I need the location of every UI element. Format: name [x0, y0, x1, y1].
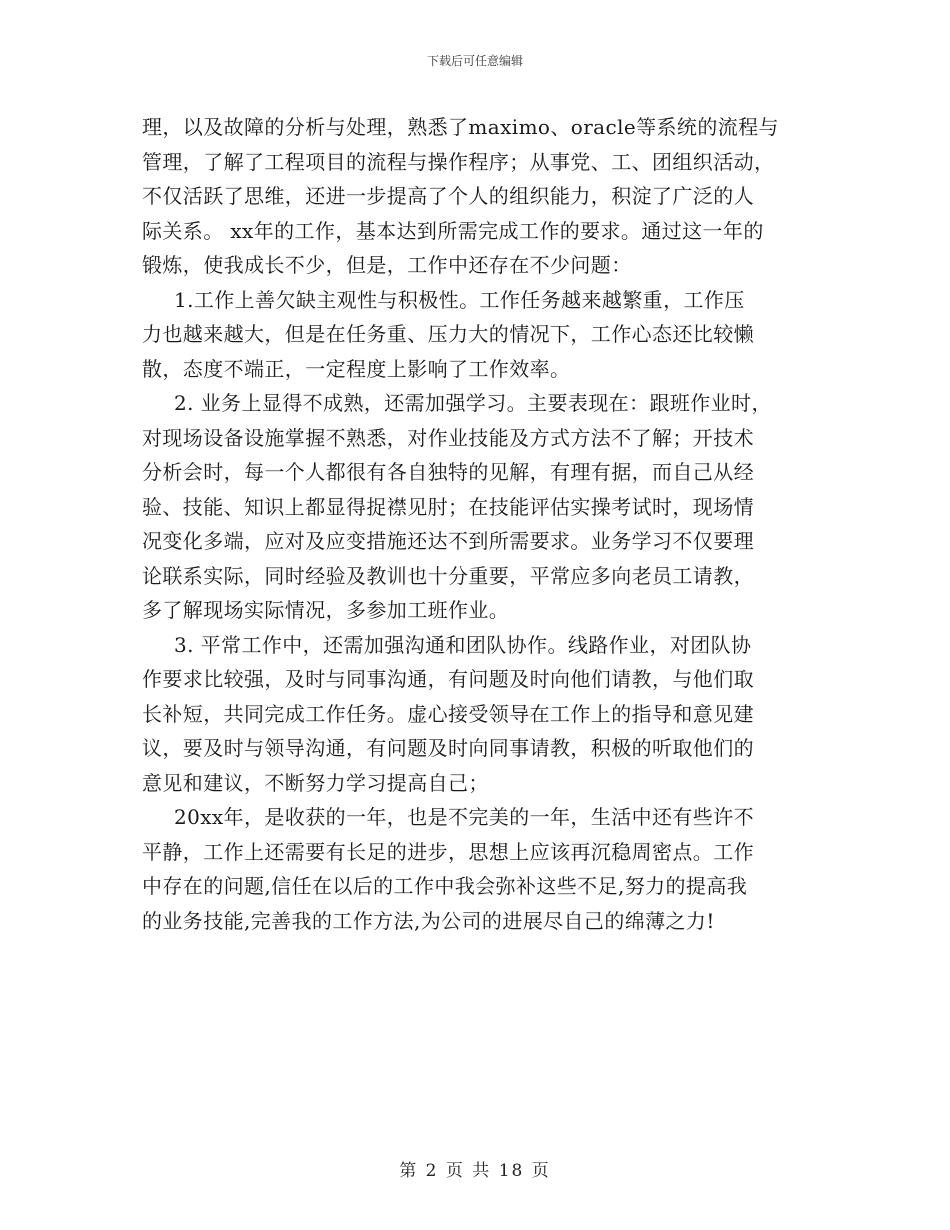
text-line: 2. 业务上显得不成熟，还需加强学习。主要表现在：跟班作业时， [174, 391, 772, 415]
text-line: 验、技能、知识上都显得捉襟见肘；在技能评估实操考试时，现场情 [142, 494, 754, 519]
text-line: 管理，了解了工程项目的流程与操作程序；从事党、工、团组织活动， [142, 149, 775, 174]
text-line: 意见和建议，不断努力学习提高自己； [142, 770, 489, 795]
text-line: 的业务技能,完善我的工作方法,为公司的进展尽自己的绵薄之力! [142, 908, 715, 933]
paragraph [142, 110, 832, 283]
text-line: 长补短，共同完成工作任务。虚心接受领导在工作上的指导和意见建 [142, 701, 754, 726]
page-footer: 第 2 页 共 18 页 [399, 1161, 551, 1181]
text-line: 不仅活跃了思维，还进一步提高了个人的组织能力，积淀了广泛的人 [142, 184, 754, 208]
text-line: 况变化多端，应对及应变措施还达不到所需要求。业务学习不仅要理 [142, 529, 754, 553]
paragraph [142, 283, 832, 387]
text-line: 锻炼，使我成长不少，但是，工作中还存在不少问题： [142, 253, 632, 277]
paragraph [142, 628, 832, 801]
paragraph [142, 386, 832, 628]
text-line: 对现场设备设施掌握不熟悉，对作业技能及方式方法不了解；开技术 [142, 425, 754, 450]
document-body [142, 110, 832, 938]
text-line: 散，态度不端正，一定程度上影响了工作效率。 [142, 356, 571, 381]
text-line: 作要求比较强，及时与同事沟通，有问题及时向他们请教，与他们取 [142, 667, 754, 691]
text-line: 理，以及故障的分析与处理，熟悉了maximo、oracle等系统的流程与 [142, 115, 779, 139]
text-line: 平静，工作上还需要有长足的进步，思想上应该再沉稳周密点。工作 [142, 839, 754, 864]
text-line: 际关系。 xx年的工作，基本达到所需完成工作的要求。通过这一年的 [142, 218, 764, 243]
text-line: 20xx年，是收获的一年，也是不完美的一年，生活中还有些许不 [174, 805, 755, 829]
text-line: 中存在的问题,信任在以后的工作中我会弥补这些不足,努力的提高我 [142, 874, 748, 898]
text-line: 多了解现场实际情况，多参加工班作业。 [142, 598, 510, 622]
text-line: 分析会时，每一个人都很有各自独特的见解，有理有据，而自己从经 [142, 460, 754, 484]
text-line: 3. 平常工作中，还需加强沟通和团队协作。线路作业，对团队协 [174, 632, 752, 657]
page-header: 下载后可任意编辑 [426, 54, 523, 68]
text-line: 论联系实际，同时经验及教训也十分重要，平常应多向老员工请教， [142, 563, 754, 588]
text-line: 1.工作上善欠缺主观性与积极性。工作任务越来越繁重，工作压 [174, 287, 745, 312]
text-line: 力也越来越大，但是在任务重、压力大的情况下，工作心态还比较懒 [142, 322, 754, 346]
text-line: 议，要及时与领导沟通，有问题及时向同事请教，积极的听取他们的 [142, 736, 754, 760]
paragraph [142, 800, 832, 938]
